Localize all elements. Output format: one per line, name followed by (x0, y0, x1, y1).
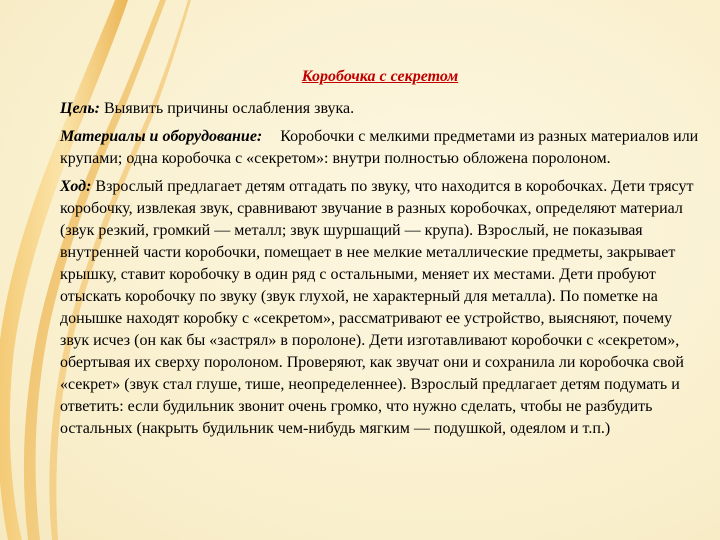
document-body (60, 66, 700, 446)
goal-label: Цель: (60, 100, 100, 117)
goal-text: Выявить причины ослабления звука. (104, 100, 355, 117)
goal-paragraph (60, 98, 700, 120)
procedure-label: Ход: (60, 178, 92, 195)
procedure-text: Взрослый предлагает детям отгадать по звуку, что находится в коробочках. Дети трясут коробочку, извлекая звук, сравнивают звучание в разных коробочках, определяют материал (звук резкий, громкий — металл; звук шуршащий — крупа). Взрослый, не показывая внутренней части коробочки, помещает в нее мелкие металлические предметы, закрывает крышку, ставит коробочку в один ряд с остальными, меняет их местами. Дети пробуют отыскать коробочку по звуку (звук глухой, не характерный для металла). По пометке на донышке находят коробку с «секретом», рассматривают ее устройство, выясняют, почему звук исчез (он как бы «застрял» в поролоне). Дети изготавливают коробочки с «секретом», обертывая их сверху поролоном. Проверяют, как звучат они и сохранила ли коробочка свой «секрет» (звук стал глуше, тише, неопределеннее). Взрослый предлагает детям подумать и ответить: если будильник звонит очень громко, что нужно сделать, чтобы не разбудить остальных (накрыть будильник чем-нибудь мягким — подушкой, одеялом и т.п.) (60, 178, 694, 437)
document-title: Коробочка с секретом (301, 68, 459, 85)
procedure-paragraph (60, 176, 700, 440)
materials-paragraph (60, 126, 700, 170)
materials-label: Материалы и оборудование: (60, 128, 263, 145)
materials-text: Коробочки с мелкими предметами из разных материалов или крупами; одна коробочка с «секретом»: внутри полностью обложена поролоном. (60, 128, 699, 167)
